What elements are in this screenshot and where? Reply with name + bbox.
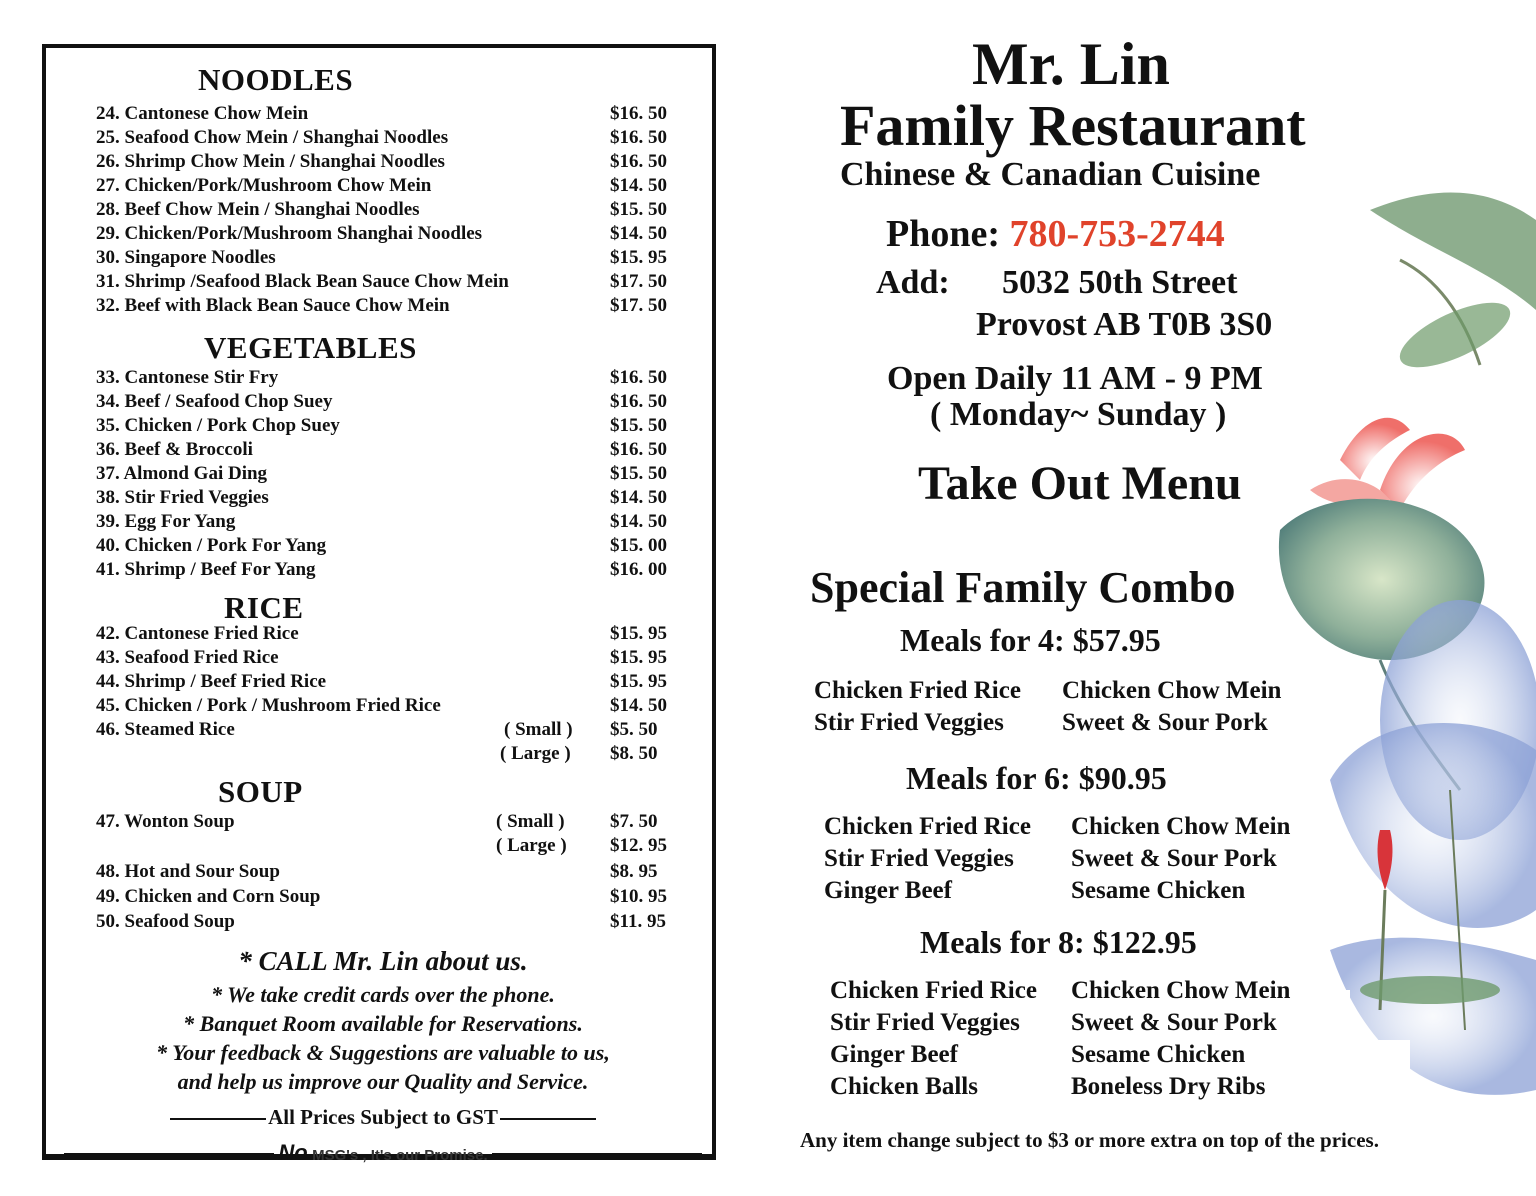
list-item	[96, 670, 676, 694]
item-size-large: ( Large )	[496, 835, 567, 856]
item-name: 25. Seafood Chow Mein / Shanghai Noodles	[96, 127, 449, 148]
combo-item: Chicken Fried Rice	[824, 813, 1031, 840]
list-item	[96, 102, 676, 126]
item-name: 43. Seafood Fried Rice	[96, 647, 279, 668]
combo-item: Sesame Chicken	[1071, 1041, 1246, 1068]
restaurant-name-line1: Mr. Lin	[972, 31, 1170, 97]
menu-title: Take Out Menu	[918, 457, 1242, 510]
list-item	[96, 486, 676, 510]
combo-item: Chicken Fried Rice	[830, 977, 1037, 1004]
combo-item: Stir Fried Veggies	[814, 709, 1004, 736]
item-price-large: $8. 50	[610, 743, 658, 764]
list-item	[96, 910, 676, 934]
item-price-small: $7. 50	[610, 811, 658, 832]
list-item-subrow	[96, 834, 676, 858]
vegetables-heading: VEGETABLES	[204, 330, 417, 365]
item-name: 38. Stir Fried Veggies	[96, 487, 269, 508]
item-name: 35. Chicken / Pork Chop Suey	[96, 415, 340, 436]
item-name: 28. Beef Chow Mein / Shanghai Noodles	[96, 199, 420, 220]
list-item	[96, 366, 676, 390]
list-item	[96, 126, 676, 150]
item-price: $16. 50	[610, 439, 667, 460]
menu-list-panel	[42, 44, 716, 1165]
item-name: 42. Cantonese Fried Rice	[96, 623, 299, 644]
no-msg-banner	[46, 1140, 720, 1166]
combo-label: Meals for 6:	[906, 760, 1071, 796]
item-price: $16. 50	[610, 391, 667, 412]
item-name: 27. Chicken/Pork/Mushroom Chow Mein	[96, 175, 432, 196]
item-name: 33. Cantonese Stir Fry	[96, 367, 279, 388]
list-item	[96, 718, 676, 742]
list-item	[96, 198, 676, 222]
address-line1: 5032 50th Street	[1002, 264, 1238, 301]
item-name: 45. Chicken / Pork / Mushroom Fried Rice	[96, 695, 441, 716]
list-item	[96, 390, 676, 414]
list-item	[96, 885, 676, 909]
item-price: $10. 95	[610, 886, 667, 907]
item-price: $15. 95	[610, 647, 667, 668]
item-name: 40. Chicken / Pork For Yang	[96, 535, 327, 556]
list-item	[96, 646, 676, 670]
list-item	[96, 438, 676, 462]
item-name: 50. Seafood Soup	[96, 911, 235, 932]
item-name: 41. Shrimp / Beef For Yang	[96, 559, 316, 580]
item-price: $15. 95	[610, 671, 667, 692]
combo-item: Chicken Fried Rice	[814, 677, 1021, 704]
combo-item: Chicken Chow Mein	[1071, 813, 1291, 840]
note-feedback-2: and help us improve our Quality and Service.	[177, 1069, 589, 1094]
item-name: 48. Hot and Sour Soup	[96, 861, 280, 882]
item-price: $15. 95	[610, 623, 667, 644]
list-item	[96, 860, 676, 884]
combo-price: $90.95	[1078, 760, 1167, 796]
item-name: 47. Wonton Soup	[96, 811, 235, 832]
phone-line	[886, 212, 1225, 256]
item-name: 46. Steamed Rice	[96, 719, 235, 740]
phone-label: Phone:	[886, 213, 1000, 255]
item-price: $16. 50	[610, 367, 667, 388]
list-item	[96, 294, 676, 318]
combo-heading	[906, 760, 1167, 797]
soup-heading: SOUP	[218, 774, 303, 809]
note-banquet: * Banquet Room available for Reservations.	[183, 1011, 583, 1036]
combo-item: Sweet & Sour Pork	[1071, 845, 1277, 872]
combo-item: Stir Fried Veggies	[824, 845, 1014, 872]
list-item	[96, 810, 676, 834]
address-line2: Provost AB T0B 3S0	[976, 306, 1273, 343]
address-label: Add:	[876, 264, 950, 301]
combo-item: Boneless Dry Ribs	[1071, 1073, 1266, 1100]
list-item	[96, 222, 676, 246]
no-msg-word: No	[278, 1140, 308, 1165]
combo-item: Sesame Chicken	[1071, 877, 1246, 904]
item-price: $8. 95	[610, 861, 658, 882]
item-price: $16. 00	[610, 559, 667, 580]
item-price: $17. 50	[610, 271, 667, 292]
gst-notice	[46, 1105, 720, 1130]
noodles-heading: NOODLES	[198, 62, 354, 97]
combo-item: Sweet & Sour Pork	[1062, 709, 1268, 736]
list-item	[96, 462, 676, 486]
item-price: $14. 50	[610, 695, 667, 716]
phone-number[interactable]: 780-753-2744	[1009, 213, 1225, 255]
item-size-small: ( Small )	[504, 719, 573, 740]
divider	[64, 1153, 274, 1158]
hours-line2: ( Monday~ Sunday )	[930, 396, 1227, 433]
combo-item: Chicken Balls	[830, 1073, 978, 1100]
hours-line1: Open Daily 11 AM - 9 PM	[887, 360, 1263, 397]
cuisine-subtitle: Chinese & Canadian Cuisine	[840, 156, 1261, 193]
combo-label: Meals for 8:	[920, 924, 1085, 960]
note-credit: * We take credit cards over the phone.	[211, 982, 555, 1007]
item-name: 30. Singapore Noodles	[96, 247, 276, 268]
list-item	[96, 270, 676, 294]
combo-item: Chicken Chow Mein	[1062, 677, 1282, 704]
item-name: 36. Beef & Broccoli	[96, 439, 253, 460]
item-name: 44. Shrimp / Beef Fried Rice	[96, 671, 327, 692]
item-price: $15. 50	[610, 199, 667, 220]
item-price-small: $5. 50	[610, 719, 658, 740]
combo-item: Stir Fried Veggies	[830, 1009, 1020, 1036]
item-name: 34. Beef / Seafood Chop Suey	[96, 391, 333, 412]
item-name: 29. Chicken/Pork/Mushroom Shanghai Noodles	[96, 223, 483, 244]
combo-price: $57.95	[1072, 622, 1161, 658]
list-item	[96, 174, 676, 198]
list-item	[96, 150, 676, 174]
combo-footnote: Any item change subject to $3 or more extra on top of the prices.	[800, 1128, 1379, 1152]
item-price: $14. 50	[610, 175, 667, 196]
lotus-painting-image	[1250, 190, 1536, 1130]
note-feedback-1: * Your feedback & Suggestions are valuable to us,	[156, 1040, 610, 1065]
combo-item: Ginger Beef	[824, 877, 952, 904]
restaurant-name-line2: Family Restaurant	[840, 93, 1306, 158]
divider	[170, 1118, 266, 1120]
combo-title: Special Family Combo	[810, 563, 1236, 612]
item-price: $16. 50	[610, 103, 667, 124]
list-item	[96, 246, 676, 270]
list-item	[96, 510, 676, 534]
list-item	[96, 534, 676, 558]
combo-price: $122.95	[1092, 924, 1197, 960]
item-name: 37. Almond Gai Ding	[96, 463, 268, 484]
combo-item: Ginger Beef	[830, 1041, 958, 1068]
item-name: 24. Cantonese Chow Mein	[96, 103, 309, 124]
item-price: $16. 50	[610, 151, 667, 172]
item-price: $11. 95	[610, 911, 666, 932]
list-item	[96, 622, 676, 646]
item-price: $15. 00	[610, 535, 667, 556]
item-price: $14. 50	[610, 511, 667, 532]
combo-heading	[920, 924, 1197, 961]
combo-label: Meals for 4:	[900, 622, 1065, 658]
list-item	[96, 694, 676, 718]
divider	[492, 1153, 702, 1158]
item-price-large: $12. 95	[610, 835, 667, 856]
combo-heading	[900, 622, 1161, 659]
item-name: 49. Chicken and Corn Soup	[96, 886, 321, 907]
item-price: $15. 50	[610, 463, 667, 484]
item-name: 39. Egg For Yang	[96, 511, 236, 532]
item-name: 26. Shrimp Chow Mein / Shanghai Noodles	[96, 151, 445, 172]
item-price: $14. 50	[610, 223, 667, 244]
list-item	[96, 414, 676, 438]
no-msg-text: MSG's , It's our Promise.	[312, 1147, 488, 1164]
divider	[500, 1118, 596, 1120]
item-price: $14. 50	[610, 487, 667, 508]
rice-heading: RICE	[224, 590, 304, 625]
list-item-subrow	[96, 742, 676, 766]
list-item	[96, 558, 676, 582]
combo-item: Chicken Chow Mein	[1071, 977, 1291, 1004]
item-size-large: ( Large )	[500, 743, 571, 764]
gst-text: All Prices Subject to GST	[268, 1105, 498, 1129]
item-price: $15. 95	[610, 247, 667, 268]
item-price: $17. 50	[610, 295, 667, 316]
item-price: $16. 50	[610, 127, 667, 148]
item-size-small: ( Small )	[496, 811, 565, 832]
combo-item: Sweet & Sour Pork	[1071, 1009, 1277, 1036]
item-name: 32. Beef with Black Bean Sauce Chow Mein	[96, 295, 450, 316]
item-price: $15. 50	[610, 415, 667, 436]
note-call: * CALL Mr. Lin about us.	[238, 946, 528, 976]
item-name: 31. Shrimp /Seafood Black Bean Sauce Chow Mein	[96, 271, 509, 292]
